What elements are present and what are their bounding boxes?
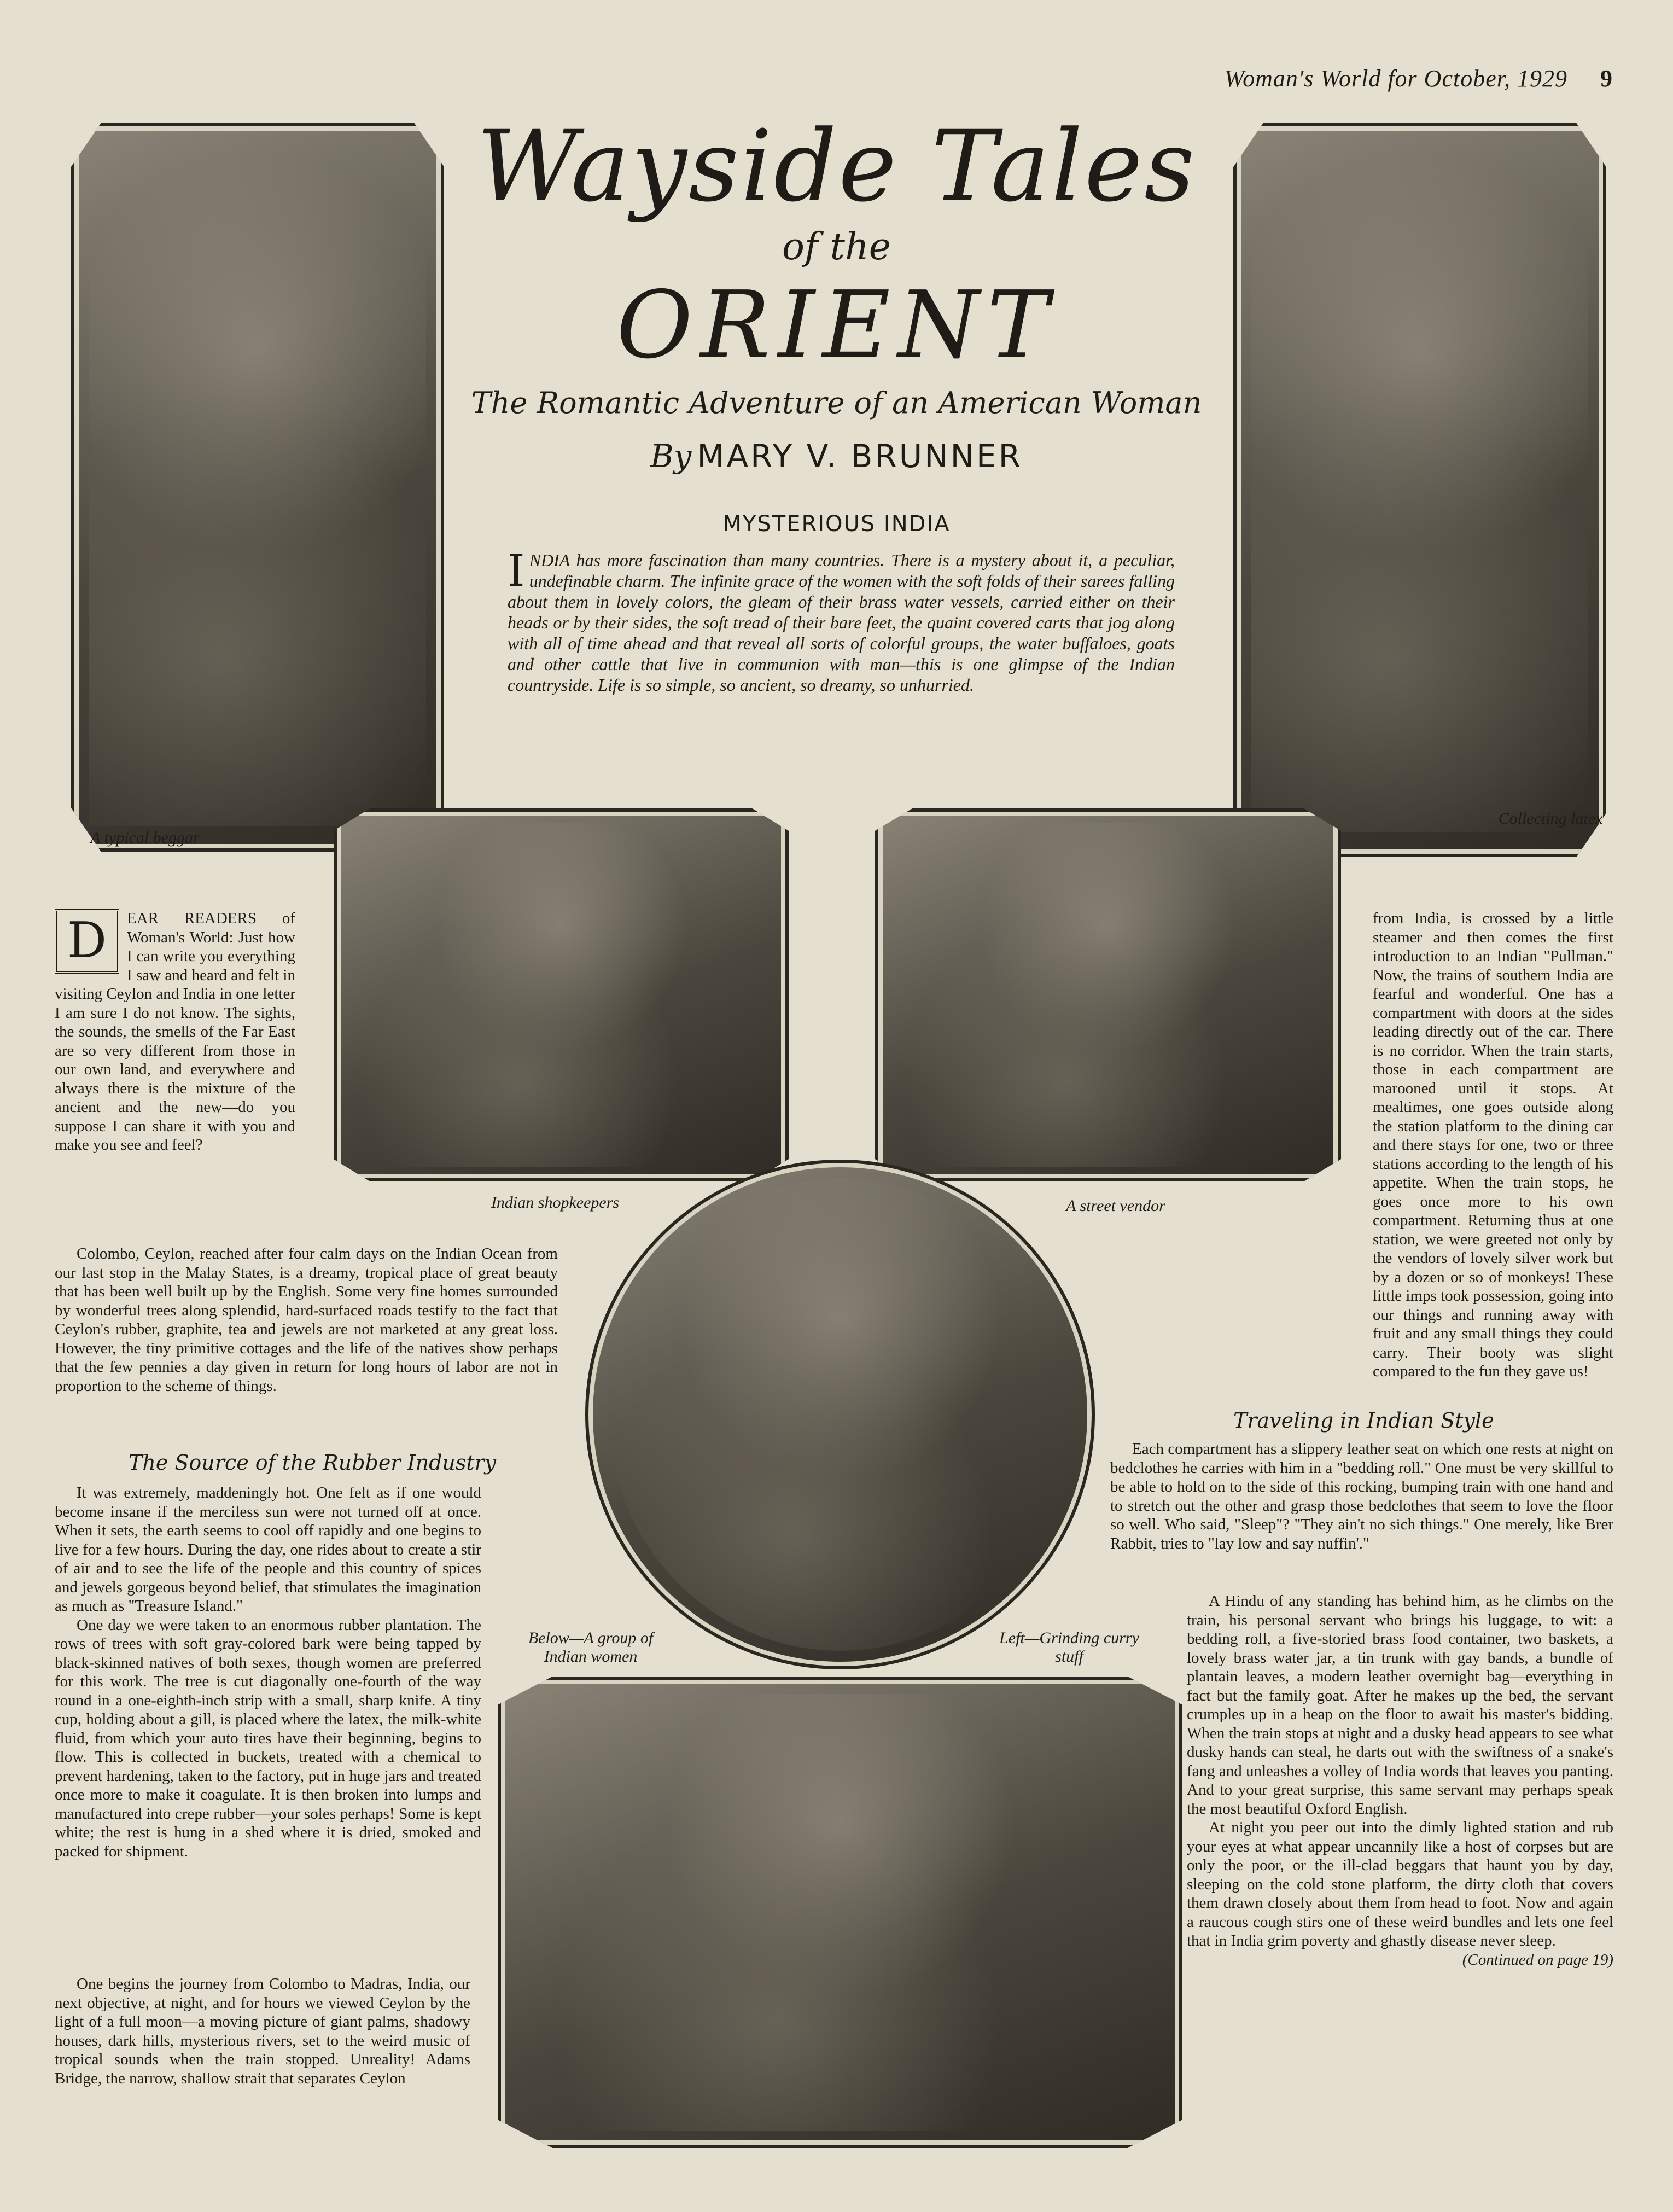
left-column-part3 xyxy=(55,1483,481,1861)
caption-beggar: A typical beggar xyxy=(90,829,200,847)
left-para-5: One begins the journey from Colombo to Madras, India, our next objective, at night, and for hours we viewed Ceylon by the light of a full moon—a moving picture of giant palms, shadowy houses, dark hills, mysterious rivers, set to the weird music of tropical sounds when the train stopped. Unreality! Adams Bridge, the narrow, shallow strait that separates Ceylon xyxy=(55,1975,470,2087)
byline-author: MARY V. BRUNNER xyxy=(697,438,1023,475)
caption-women: Below—A group of Indian women xyxy=(528,1629,654,1666)
caption-curry: Left—Grinding curry stuff xyxy=(999,1629,1139,1666)
byline-by: By xyxy=(650,438,692,475)
caption-vendor: A street vendor xyxy=(1066,1197,1165,1215)
left-drop-cap: D xyxy=(55,909,119,974)
photo-shopkeepers xyxy=(334,808,789,1181)
photo-group-women xyxy=(498,1677,1182,2148)
left-column-part2 xyxy=(55,1244,558,1395)
photo-beggar xyxy=(71,123,444,852)
article-title: Wayside Tales xyxy=(476,109,1197,224)
left-para-2: Colombo, Ceylon, reached after four calm days on the Indian Ocean from our last stop in the Malay States, is a dreamy, tropical place of great beauty that has been well built up by the English. Some very fine homes surrounded by wonderful trees along splendid, hard-surfaced roads testify to the fact that Ceylon's rubber, graphite, tea and jewels are not marketed at any great loss. However, the tiny primitive cottages and the life of the natives show perhaps that the few pennies a day given in return for long hours of labor are not in proportion to the scheme of things. xyxy=(55,1245,558,1395)
right-column-part1 xyxy=(1373,909,1613,1381)
right-subhead: Traveling in Indian Style xyxy=(1233,1408,1494,1433)
left-para-4: One day we were taken to an enormous rubber plantation. The rows of trees with soft gray-colored bark were being tapped by black-skinned natives of both sexes, though women are preferred for this work. The tree is cut diagonally one-fourth of the way round in a one-eighth-inch strip with a small, sharp knife. A tiny cup, holding about a gill, is placed where the latex, the milk-white fluid, from which your auto tires have their beginning, begins to flow. This is collected in buckets, treated with a chemical to prevent hardening, taken to the factory, put in huge jars and treated once more to make it coagulate. It is then broken into lumps and manufactured into crepe rubber—your soles perhaps! Some is kept white; the rest is hung in a shed where it is dried, smoked and packed for shipment. xyxy=(55,1616,481,1860)
left-para-3: It was extremely, maddeningly hot. One felt as if one would become insane if the merciless sun were not turned off at once. When it sets, the earth seems to cool off rapidly and one begins to live for a few hours. During the day, one rides about to create a stir of air and to see the life of the people and this country of spices and jewels gorgeous beyond belief, that stimulates the imagination as much as "Treasure Island." xyxy=(55,1484,481,1615)
running-title: Woman's World for October, 1929 xyxy=(1224,65,1567,92)
left-column-part1 xyxy=(55,909,295,1155)
article-title-orient: ORIENT xyxy=(616,271,1057,380)
photo-grinding-curry xyxy=(585,1160,1095,1669)
right-para-2: Each compartment has a slippery leather seat on which one rests at night on bedclothes he carries with him in a "bedding roll." One must be very skillful to be able to hold on to the side of this rocking, bumping train with one hand and to stretch out the other and grasp those bedclothes that seem to love the floor so well. Who said, "Sleep"? "They ain't no sich things." One merely, like Brer Rabbit, tries to "lay low and say nuffin'." xyxy=(1110,1440,1613,1552)
page-number: 9 xyxy=(1600,65,1613,92)
right-para-4: At night you peer out into the dimly lighted station and rub your eyes at what appear uncannily like a host of corpses but are only the poor, or the ill-clad beggars that haunt you by day, sleeping on the cold stone platform, the dirty cloth that covers them drawn closely about them from head to foot. Now and again a raucous cough stirs one of these weird bundles and lets one feel that in India grim poverty and ghastly disease never sleep. xyxy=(1187,1819,1613,1949)
left-para-1: EAR READERS of Woman's World: Just how I can write you everything I saw and heard and felt in visiting Ceylon and India in one letter I am sure I do not know. The sights, the sounds, the smells of the Far East are so very different from those in our own land, and everywhere and always there is the mixture of the ancient and the new—do you suppose I can share it with you and make you see and feel? xyxy=(55,910,295,1154)
running-head xyxy=(1224,65,1613,92)
photo-latex xyxy=(1233,123,1606,857)
left-subhead: The Source of the Rubber Industry xyxy=(129,1451,497,1475)
photo-street-vendor xyxy=(875,808,1341,1181)
intro-drop-cap: I xyxy=(508,545,525,596)
caption-shopkeepers: Indian shopkeepers xyxy=(491,1194,620,1212)
article-subtitle: The Romantic Adventure of an American Woman xyxy=(471,386,1202,420)
left-column-part4 xyxy=(55,1975,470,2088)
right-column-part3 xyxy=(1187,1592,1613,1969)
intro-paragraph xyxy=(508,545,1175,695)
section-heading: MYSTERIOUS INDIA xyxy=(722,511,951,537)
right-para-3: A Hindu of any standing has behind him, as he climbs on the train, his personal servant who brings his luggage, to wit: a bedding roll, a five-storied brass food container, two baskets, a lovely brass water jar, a tin trunk with gay bands, a bundle of plantain leaves, a modern leather overnight bag—everything in fact but the family goat. After he makes up the bed, the servant crumples up in a heap on the floor to await his master's bidding. When the train stops at night and a dusky head appears to see what dusky hands can steal, he darts out with the swiftness of a snake's fang and unleashes a volley of India words that leaves you panting. And to your great surprise, this same servant may perhaps speak the most beautiful Oxford English. xyxy=(1187,1592,1613,1818)
right-para-1: from India, is crossed by a little steamer and then comes the first introduction to an Indian "Pullman." Now, the trains of southern India are fearful and wonderful. One has a compartment with doors at the sides leading directly out of the car. There is no corridor. When the train starts, those in each compartment are marooned until it stops. At mealtimes, one goes outside along the station platform to the dining car and there stays for one, two or three stations according to the length of his appetite. When the train stops, he goes once more to his own compartment. Returning thus at one station, we were greeted not only by the vendors of lovely silver work but by a dozen or so of monkeys! These little imps took possession, going into our things and running away with fruit and any small things they could carry. Their booty was slight compared to the fun they gave us! xyxy=(1373,910,1613,1380)
caption-latex: Collecting latex xyxy=(1498,810,1603,828)
right-column-part2 xyxy=(1110,1440,1613,1553)
intro-text: NDIA has more fascination than many countries. There is a mystery about it, a peculiar, undefinable charm. The infinite grace of the women with the soft folds of their sarees falling about them in lovely colors, the gleam of their brass water vessels, carried either on their heads or by their sides, the soft tread of their bare feet, the quaint covered carts that jog along with all of time ahead and that reveal all sorts of colorful groups, the water buffaloes, goats and other cattle that live in communion with man—this is one glimpse of the Indian countryside. Life is so simple, so ancient, so dreamy, so unhurried. xyxy=(508,550,1175,695)
continued-note: (Continued on page 19) xyxy=(1462,1951,1613,1969)
article-title-connector: of the xyxy=(782,225,891,269)
